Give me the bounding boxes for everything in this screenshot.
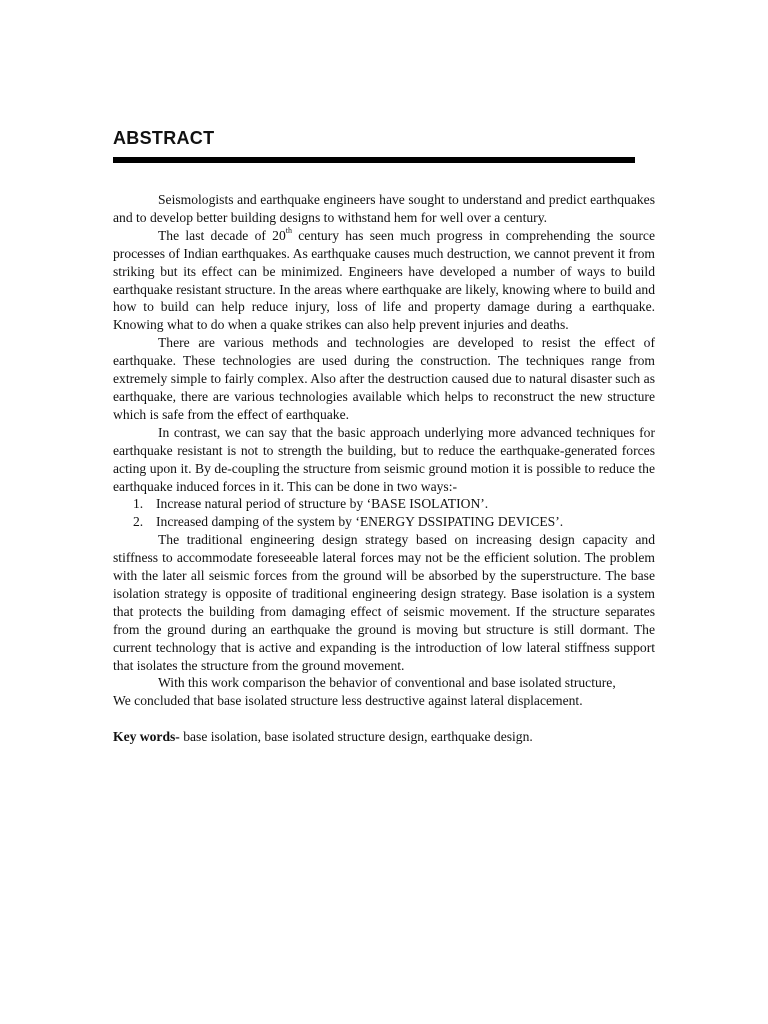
- paragraph-4: In contrast, we can say that the basic approach underlying more advanced techniques for earthquake resistant is not to strength the building, but to reduce the earthquake-generated forces acting upon it. By de-coupling the structure from seismic ground motion it is possible to reduce the earthquake induced forces in it. This can be done in two ways:-: [113, 424, 655, 494]
- list-item-text: Increase natural period of structure by ‘BASE ISOLATION’.: [156, 496, 489, 512]
- paragraph-3: There are various methods and technologies are developed to resist the effect of earthquake. These technologies are used during the construction. The techniques range from extremely simple to fairly complex. Also after the destruction caused due to natural disaster such as earthquake, there are various technologies available which helps to reconstruct the new structure which is safe from the effect of earthquake.: [113, 335, 655, 422]
- paragraph-5: The traditional engineering design strategy based on increasing design capacity and stiffness to accommodate foreseeable lateral forces may not be the efficient solution. The problem with the later all seismic forces from the ground will be absorbed by the superstructure. The base isolation strategy is opposite of traditional engineering design strategy. Base isolation is a system that protects the building from damaging effect of seismic movement. If the structure separates from the ground during an earthquake the ground is moving but structure is still dormant. The current technology that is active and expanding is the introduction of low lateral stiffness support that isolates the structure from the ground movement.: [113, 532, 655, 673]
- list-item-text: Increased damping of the system by ‘ENERGY DSSIPATING DEVICES’.: [156, 514, 564, 530]
- keywords: [113, 728, 655, 746]
- ordinal-superscript: th: [285, 226, 292, 236]
- abstract-body: [113, 191, 655, 746]
- list-item-number: 2.: [133, 514, 144, 530]
- methods-list: [113, 495, 655, 531]
- heading-rule: [113, 157, 635, 163]
- paragraph-2-rest: century has seen much progress in comprehending the source processes of Indian earthquakes. As earthquake causes much destruction, we cannot prevent it from striking but its effect can be minimized. Engineers have developed a number of ways to build earthquake resistant structure. In the areas where earthquake are likely, knowing where to build and how to build can help reduce injury, loss of life and property damage during a earthquake. Knowing what to do when a quake strikes can also help prevent injuries and deaths.: [113, 227, 655, 333]
- paragraph-2-prefix: The last decade of 20: [158, 227, 286, 243]
- list-item: [113, 495, 655, 513]
- paragraph-1: Seismologists and earthquake engineers have sought to understand and predict earthquakes and to develop better building designs to withstand hem for well over a century.: [113, 192, 655, 225]
- paragraph-7: We concluded that base isolated structure less destructive against lateral displacement.: [113, 693, 583, 709]
- keywords-label: Key words-: [113, 729, 180, 745]
- list-item-number: 1.: [133, 496, 144, 512]
- abstract-heading: ABSTRACT: [113, 128, 215, 148]
- list-item: [113, 513, 655, 531]
- paragraph-6: With this work comparison the behavior of conventional and base isolated structure,: [158, 675, 616, 691]
- keywords-text: base isolation, base isolated structure design, earthquake design.: [179, 729, 533, 745]
- paragraph-2: [113, 227, 655, 334]
